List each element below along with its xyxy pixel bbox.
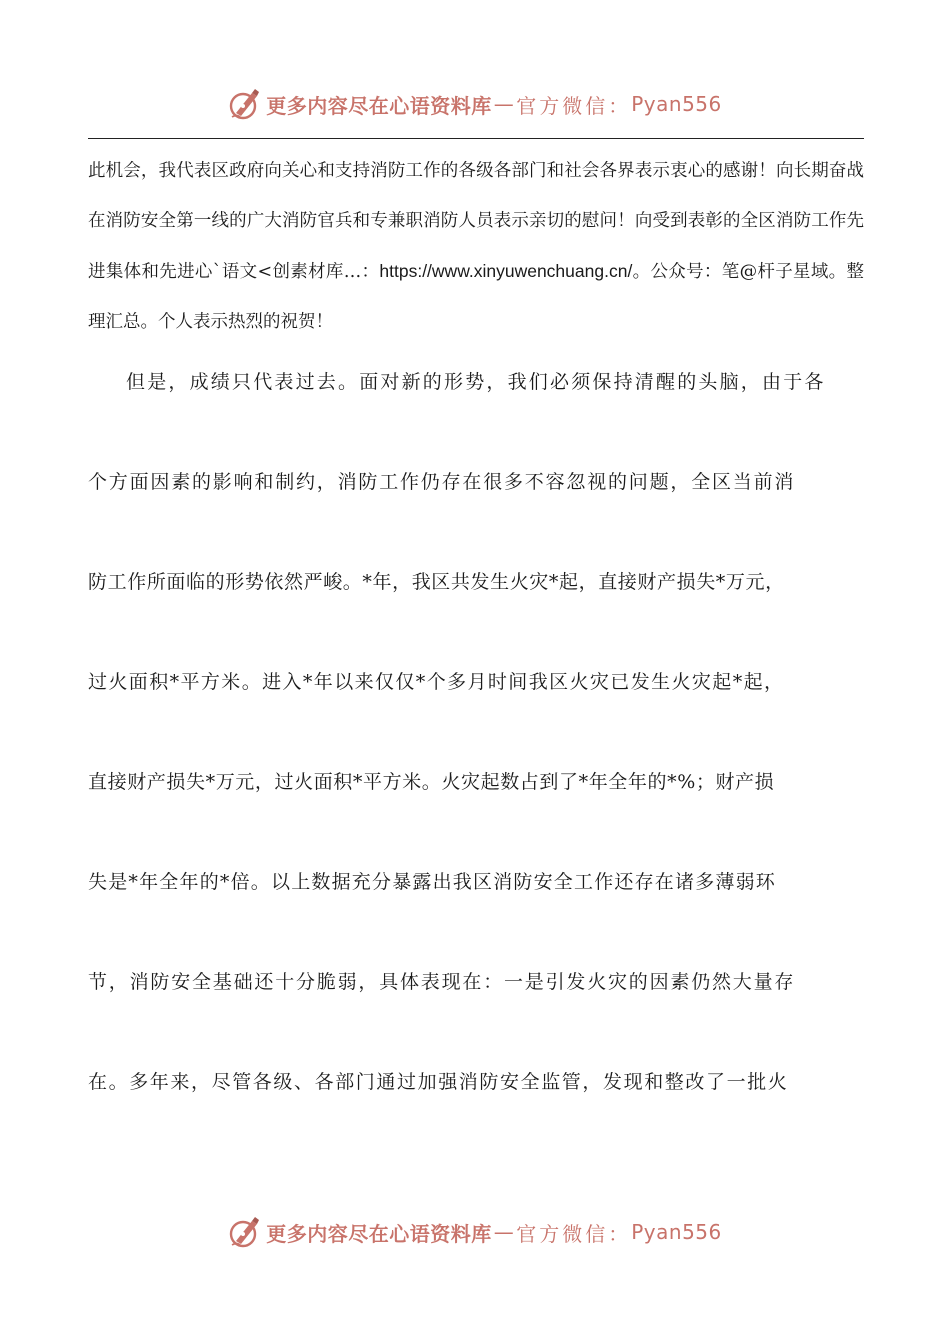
- footer-brand-text: 更多内容尽在心语资料库: [266, 1221, 492, 1246]
- body-line: 失是*年全年的*倍。以上数据充分暴露出我区消防安全工作还存在诸多薄弱环: [88, 871, 777, 893]
- footer-wechat-label: 官方微信：: [516, 1221, 632, 1246]
- body-paragraph: [88, 360, 864, 1160]
- pen-nib-logo-icon: [228, 1215, 262, 1249]
- body-line: 防工作所面临的形势依然严峻。*年，我区共发生火灾*起，直接财产损失*万元，: [88, 571, 785, 593]
- body-line: 节，消防安全基础还十分脆弱，具体表现在：一是引发火灾的因素仍然大量存: [88, 971, 796, 993]
- header-wechat-id: Pyan556: [631, 92, 722, 116]
- intro-text-before-url: 此机会，我代表区政府向关心和支持消防工作的各级各部门和社会各界表示衷心的感谢！向长期奋战在消防安全第一线的广大消防官兵和专兼职消防人员表示亲切的慰问！向受到表彰的全区消防工作先进集体和先进心`语文<创素材库…：: [88, 161, 864, 282]
- pen-nib-logo-icon: [228, 87, 262, 121]
- header-wechat-label: 官方微信：: [516, 93, 632, 118]
- header-dash: —: [493, 92, 515, 116]
- intro-url: https://www.xinyuwenchuang.cn/: [379, 261, 633, 281]
- body-line: 但是，成绩只代表过去。面对新的形势，我们必须保持清醒的头脑，由于各: [126, 371, 826, 393]
- body-line: 直接财产损失*万元，过火面积*平方米。火灾起数占到了*年全年的*%；财产损: [88, 771, 775, 793]
- footer-dash: —: [493, 1220, 515, 1244]
- footer-banner: [0, 1212, 950, 1252]
- footer-wechat-id: Pyan556: [631, 1220, 722, 1244]
- body-line: 在。多年来，尽管各级、各部门通过加强消防安全监管，发现和整改了一批火: [88, 1071, 789, 1093]
- body-line: 个方面因素的影响和制约，消防工作仍存在很多不容忽视的问题，全区当前消: [88, 471, 796, 493]
- header-banner: [0, 84, 950, 124]
- body-line: 过火面积*平方米。进入*年以来仅仅*个多月时间我区火灾已发生火灾起*起，: [88, 671, 785, 693]
- intro-paragraph: [88, 146, 864, 347]
- header-divider: [88, 138, 864, 139]
- header-brand-text: 更多内容尽在心语资料库: [266, 93, 492, 118]
- intro-text-after-url: 。公众号：笔@杆子星域。整理汇总。个人表示热烈的祝贺！: [88, 262, 864, 332]
